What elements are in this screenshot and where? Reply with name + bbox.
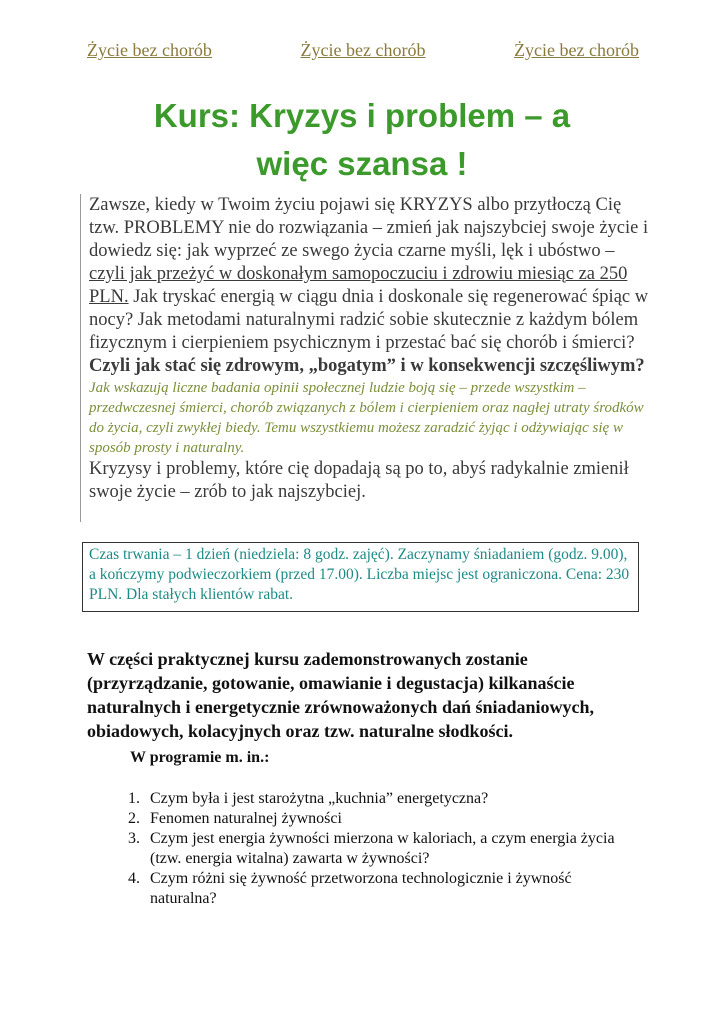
title-line-1: Kurs: Kryzys i problem – a	[153, 97, 571, 134]
intro-underlined-text: czyli jak przeżyć w doskonałym samopoczuciu i zdrowiu miesiąc za 250 PLN.	[89, 264, 628, 307]
list-item-number: 2.	[128, 810, 140, 827]
course-info-box: Czas trwania – 1 dzień (niedziela: 8 godz. zajęć). Zaczynamy śniadaniem (godz. 9.00), a kończymy podwieczorkiem (przed 17.00). Liczba miejsc jest ograniczona. Cena: 230 PLN. Dla stałych klientów rabat.	[82, 542, 639, 612]
list-item-text: Fenomen naturalnej żywności	[150, 810, 342, 827]
intro-section	[80, 194, 649, 522]
list-item	[128, 869, 628, 909]
intro-text-continued: Jak tryskać energią w ciągu dnia i doskonale się regenerować śpiąc w nocy? Jak metodami naturalnymi radzić sobie skutecznie z każdym bólem fizycznym i cierpieniem psychicznym i przestać bać się chorób i śmierci?	[89, 287, 649, 353]
title-line-2: więc szansa !	[256, 145, 468, 182]
header-text-right: Życie bez chorób	[514, 40, 639, 60]
intro-bold-question: Czyli jak stać się zdrowym, „bogatym” i w konsekwencji szczęśliwym?	[89, 356, 645, 376]
list-item	[128, 789, 628, 809]
running-header	[87, 40, 639, 61]
list-item	[128, 829, 628, 869]
list-item-number: 3.	[128, 830, 140, 847]
practical-description: W części praktycznej kursu zademonstrowanych zostanie (przyrządzanie, gotowanie, omawianie i degustacja) kilkanaście naturalnych i energetycznie zrównoważonych dań śniadaniowych, obiadowych, kolacyjnych oraz tzw. naturalne słodkości.	[87, 649, 595, 741]
list-item-text: Czym była i jest starożytna „kuchnia” energetyczna?	[150, 790, 489, 807]
header-text-left: Życie bez chorób	[87, 40, 212, 60]
list-item-number: 1.	[128, 790, 140, 807]
page-title	[60, 92, 664, 188]
program-heading: W programie m. in.:	[130, 749, 270, 766]
list-item-text: Czym różni się żywność przetworzona technologicznie i żywność naturalna?	[150, 870, 572, 907]
intro-italic-note: Jak wskazują liczne badania opinii społecznej ludzie boją się – przede wszystkim – przedwczesnej śmierci, chorób związanych z bólem i cierpieniem oraz nagłej utraty środków do życia, czyli zwykłej biedy. Temu wszystkiemu możesz zaradzić żyjąc i odżywiając się w sposób prosty i naturalny.	[89, 380, 644, 456]
header-text-center: Życie bez chorób	[300, 40, 426, 60]
program-list	[128, 789, 628, 909]
list-item	[128, 809, 628, 829]
intro-text: Zawsze, kiedy w Twoim życiu pojawi się KRYZYS albo przytłoczą Cię tzw. PROBLEMY nie do rozwiązania – zmień jak najszybciej swoje życie i dowiedz się: jak wyprzeć ze swego życia czarne myśli, lęk i ubóstwo –	[89, 195, 649, 261]
list-item-number: 4.	[128, 870, 140, 887]
intro-closing-text: Kryzysy i problemy, które cię dopadają są po to, abyś radykalnie zmienił swoje życie – zrób to jak najszybciej.	[89, 459, 629, 502]
list-item-text: Czym jest energia żywności mierzona w kaloriach, a czym energia życia (tzw. energia witalna) zawarta w żywności?	[150, 830, 615, 867]
